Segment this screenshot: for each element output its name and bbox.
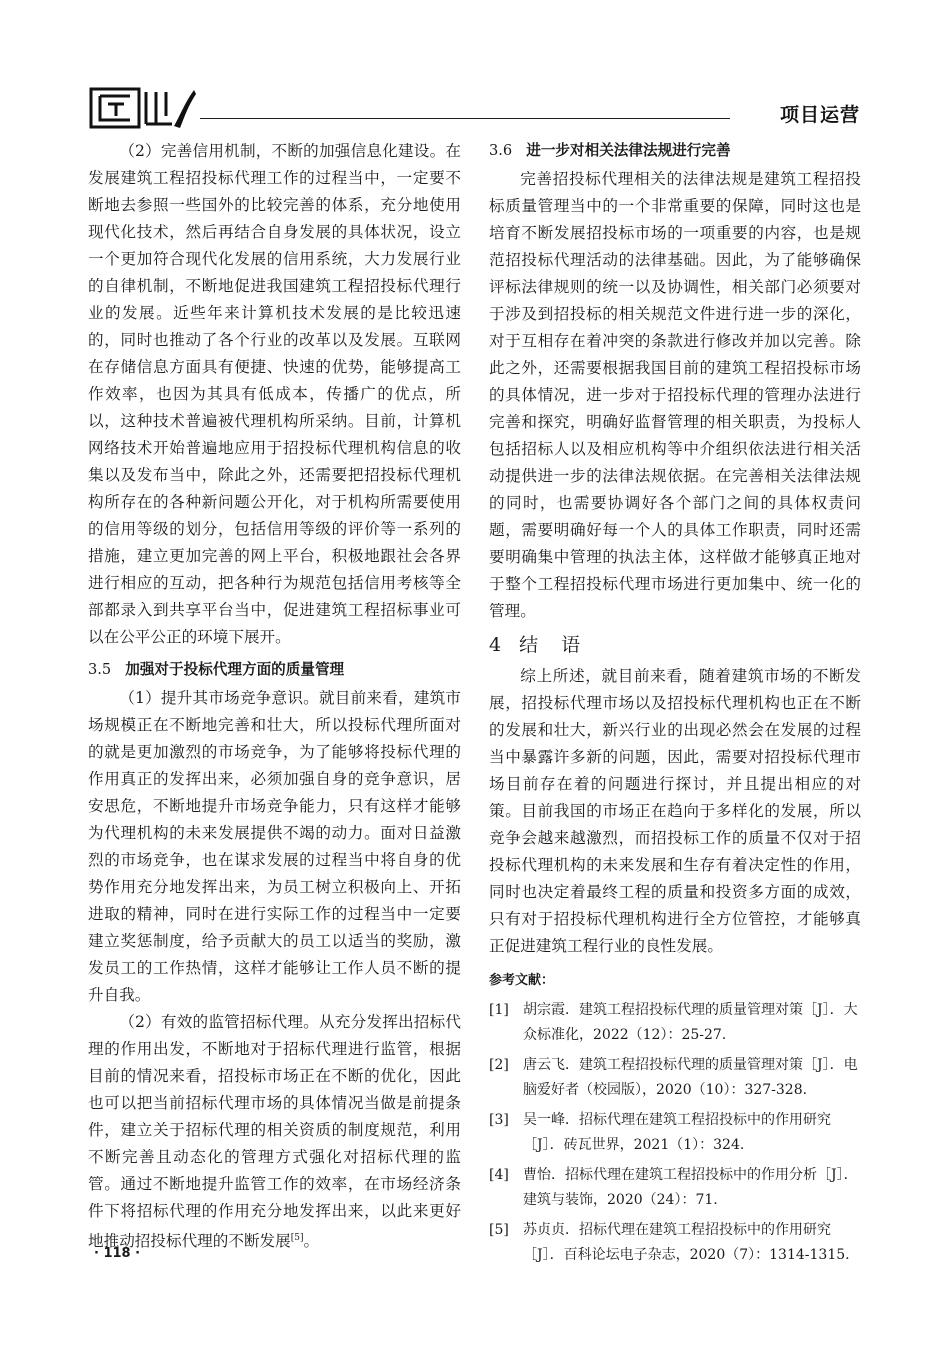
reference-item [489,998,861,1048]
heading-4 [489,629,861,661]
heading-3-6-number: 3.6 [489,142,513,159]
reference-item [489,1163,861,1213]
heading-3-5-title: 加强对于投标代理方面的质量管理 [125,661,345,678]
heading-3-5-number: 3.5 [88,661,112,678]
paragraph-supervision [88,1009,461,1255]
reference-index: [1] [489,1002,509,1018]
reference-index: [4] [489,1167,509,1183]
heading-3-6-title: 进一步对相关法律法规进行完善 [526,142,731,159]
section-tag: 项目运营 [779,104,860,126]
reference-item [489,1218,861,1268]
paragraph-supervision-text: （2）有效的监管招标代理。从充分发挥出招标代理的作用出发，不断地对于招标代理进行监管，根据目前的情况来看，招投标市场正在不断的优化，因此也可以把当前招标代理市场的具体情况当做是前提条件，建立关于招标代理的相关资质的制度规范，利用不断完善且动态化的管理方式强化对招标代理的监管。通过不断地提升监管工作的效率，在市场经济条件下将招标代理的作用充分地发挥出来，以此来更好地推动招投标代理的不断发展 [88,1013,461,1251]
heading-4-number: 4 [489,634,504,656]
reference-text: 苏贞贞．招标代理在建筑工程招投标中的作用研究［J］．百科论坛电子杂志，2020（7）：1314-1315. [523,1222,850,1263]
heading-3-6 [489,138,861,164]
right-column [489,138,861,1273]
references-list [489,998,861,1268]
paragraph-credit-mechanism: （2）完善信用机制，不断的加强信息化建设。在发展建筑工程招投标代理工作的过程当中，一定要不断地去参照一些国外的比较完善的体系，充分地使用现代化技术，然后再结合自身发展的具体状况，设立一个更加符合现代化发展的信用系统，大力发展行业的自律机制，不断地促进我国建筑工程招投标代理行业的发展。近些年来计算机技术发展的是比较迅速的，同时也推动了各个行业的改革以及发展。互联网在存储信息方面具有便捷、快速的优势，能够提高工作效率，也因为其具有低成本，传播广的优点，所以，这种技术普遍被代理机构所采纳。目前，计算机网络技术开始普遍地应用于招投标代理机构信息的收集以及发布当中，除此之外，还需要把招投标代理机构所存在的各种新问题公开化，对于机构所需要使用的信用等级的划分，包括信用等级的评价等一系列的措施，建立更加完善的网上平台，积极地跟社会各界进行相应的互动，把各种行为规范包括信用考核等全部都录入到共享平台当中，促进建筑工程招标事业可以在公平公正的环境下展开。 [88,142,461,646]
reference-text: 胡宗霞．建筑工程招投标代理的质量管理对策［J］．大众标准化，2022（12）：25-27. [523,1002,858,1043]
journal-logo [88,86,198,130]
paragraph-supervision-end: 。 [303,1232,320,1251]
paragraph-competition: （1）提升其市场竞争意识。就目前来看，建筑市场规模正在不断地完善和壮大，所以投标代理所面对的就是更加激烈的市场竞争，为了能够将投标代理的作用真正的发挥出来，必须加强自身的竞争意识，居安思危，不断地提升市场竞争能力，只有这样才能够为代理机构的未来发展提供不竭的动力。面对日益激烈的市场竞争，也在谋求发展的过程当中将自身的优势作用充分地发挥出来，为员工树立积极向上、开拓进取的精神，同时在进行实际工作的过程当中一定要建立奖惩制度，给予贡献大的员工以适当的奖励，激发员工的工作热情，这样才能够让工作人员不断的提升自我。 [88,689,461,1004]
heading-3-5 [88,657,461,683]
reference-index: [2] [489,1057,509,1073]
page-header [88,86,860,130]
paragraph-legal: 完善招投标代理相关的法律法规是建筑工程招投标质量管理当中的一个非常重要的保障，同时这也是培育不断发展招投标市场的一项重要的内容，也是规范招投标代理活动的法律基础。因此，为了能够确保评标法律规则的统一以及协调性，相关部门必须要对于涉及到招投标的相关规范文件进行进一步的深化，对于互相存在着冲突的条款进行修改并加以完善。除此之外，还需要根据我国目前的建筑工程招投标市场的具体情况，进一步对于招投标代理的管理办法进行完善和探究，明确好监督管理的相关职责，为投标人包括招标人以及相应机构等中介组织依法进行相关活动提供进一步的法律法规依据。在完善相关法律法规的同时，也需要协调好各个部门之间的具体权责问题，需要明确好每一个人的具体工作职责，同时还需要明确集中管理的执法主体，这样做才能够真正地对于整个工程招投标代理市场进行更加集中、统一化的管理。 [489,170,861,620]
citation-5: [5] [290,1233,304,1243]
paragraph-conclusion: 综上所述，就目前来看，随着建筑市场的不断发展，招投标代理市场以及招投标代理机构也正在不断的发展和壮大，新兴行业的出现必然会在发展的过程当中暴露许多新的问题，因此，需要对招投标代理市场目前存在着的问题进行探讨，并且提出相应的对策。目前我国的市场正在趋向于多样化的发展，所以竞争会越来越激烈，而招投标工作的质量不仅对于招投标代理机构的未来发展和生存有着决定性的作用，同时也决定着最终工程的质量和投资多方面的成效，只有对于招投标代理机构进行全方位管控，才能够真正促进建筑工程行业的良性发展。 [489,667,861,955]
page-number: · 118 · [94,1246,141,1261]
reference-index: [3] [489,1112,509,1128]
header-rule [200,118,730,119]
reference-text: 唐云飞．建筑工程招投标代理的质量管理对策［J］．电脑爱好者（校园版），2020（10）：327-328. [523,1057,858,1098]
reference-index: [5] [489,1222,509,1238]
left-column [88,138,461,1255]
references-heading: 参考文献： [489,973,555,988]
reference-item [489,1053,861,1103]
reference-item [489,1108,861,1158]
reference-text: 吴一峰．招标代理在建筑工程招投标中的作用研究［J］．砖瓦世界，2021（1）：324. [523,1112,831,1153]
reference-text: 曹怡．招标代理在建筑工程招投标中的作用分析［J］．建筑与装饰，2020（24）：71. [523,1167,858,1208]
heading-4-title: 结 语 [519,634,583,656]
